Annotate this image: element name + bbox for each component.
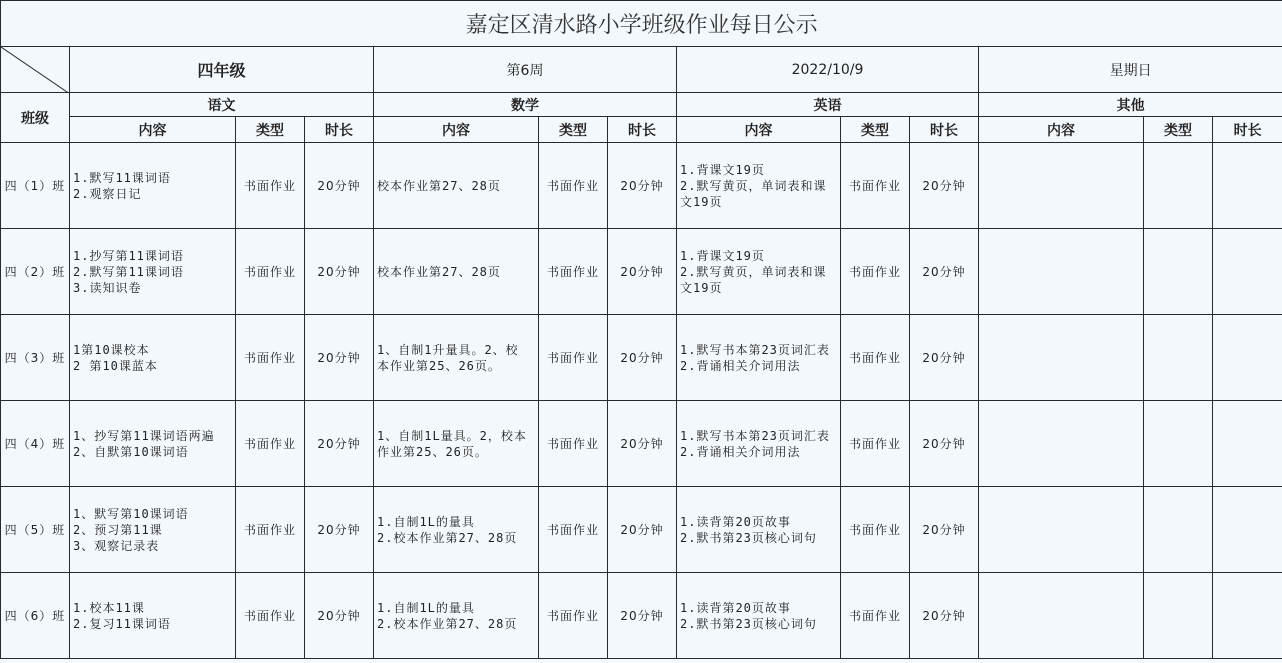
math-duration-cell: 20分钟 bbox=[608, 401, 677, 487]
table-row bbox=[1, 401, 1282, 487]
column-header-content: 内容 bbox=[979, 117, 1144, 143]
column-header-type: 类型 bbox=[1144, 117, 1213, 143]
english-duration-cell: 20分钟 bbox=[910, 229, 979, 315]
chinese-type-cell: 书面作业 bbox=[236, 143, 305, 229]
english-duration-cell: 20分钟 bbox=[910, 487, 979, 573]
chinese-duration-cell: 20分钟 bbox=[305, 487, 374, 573]
subject-chinese: 语文 bbox=[70, 93, 374, 117]
content-line: 2.校本作业第27、28页 bbox=[377, 530, 518, 545]
content-line: 本作业第25、26页。 bbox=[377, 358, 501, 373]
other-duration-cell bbox=[1213, 401, 1282, 487]
table-row bbox=[1, 573, 1282, 659]
chinese-content-cell bbox=[70, 315, 236, 401]
content-line: 2.默书第23页核心词句 bbox=[680, 616, 817, 631]
english-type-cell: 书面作业 bbox=[841, 401, 910, 487]
class-name-cell: 四（6）班 bbox=[1, 573, 70, 659]
class-name-cell: 四（2）班 bbox=[1, 229, 70, 315]
content-line: 1.自制1L的量具 bbox=[377, 514, 475, 529]
content-line: 2.默写第11课词语 bbox=[73, 264, 184, 279]
content-line: 1.自制1L的量具 bbox=[377, 600, 475, 615]
other-content-cell bbox=[979, 229, 1144, 315]
english-content-cell bbox=[677, 401, 841, 487]
math-duration-cell: 20分钟 bbox=[608, 573, 677, 659]
english-duration-cell: 20分钟 bbox=[910, 573, 979, 659]
english-type-cell: 书面作业 bbox=[841, 143, 910, 229]
table-row bbox=[1, 143, 1282, 229]
column-header-content: 内容 bbox=[70, 117, 236, 143]
chinese-type-cell: 书面作业 bbox=[236, 573, 305, 659]
chinese-content-cell bbox=[70, 487, 236, 573]
chinese-content-cell bbox=[70, 573, 236, 659]
table-row bbox=[1, 315, 1282, 401]
math-type-cell: 书面作业 bbox=[539, 401, 608, 487]
math-duration-cell: 20分钟 bbox=[608, 143, 677, 229]
math-type-cell: 书面作业 bbox=[539, 143, 608, 229]
content-line: 文19页 bbox=[680, 280, 723, 295]
chinese-duration-cell: 20分钟 bbox=[305, 143, 374, 229]
content-line: 1、默写第10课词语 bbox=[73, 506, 189, 521]
other-type-cell bbox=[1144, 315, 1213, 401]
math-content-cell bbox=[374, 573, 539, 659]
column-header-content: 内容 bbox=[374, 117, 539, 143]
content-line: 2.默书第23页核心词句 bbox=[680, 530, 817, 545]
content-line: 校本作业第27、28页 bbox=[377, 264, 501, 279]
class-name-cell: 四（4）班 bbox=[1, 401, 70, 487]
chinese-type-cell: 书面作业 bbox=[236, 401, 305, 487]
content-line: 校本作业第27、28页 bbox=[377, 178, 501, 193]
content-line: 1.抄写第11课词语 bbox=[73, 248, 184, 263]
content-line: 2 第10课蓝本 bbox=[73, 358, 158, 373]
column-header-duration: 时长 bbox=[608, 117, 677, 143]
chinese-duration-cell: 20分钟 bbox=[305, 573, 374, 659]
english-content-cell bbox=[677, 573, 841, 659]
content-line: 1.读背第20页故事 bbox=[680, 600, 791, 615]
english-content-cell bbox=[677, 143, 841, 229]
content-line: 1.默写11课词语 bbox=[73, 170, 171, 185]
other-duration-cell bbox=[1213, 487, 1282, 573]
content-line: 1.背课文19页 bbox=[680, 162, 765, 177]
english-type-cell: 书面作业 bbox=[841, 487, 910, 573]
week-label: 第6周 bbox=[374, 47, 677, 93]
math-type-cell: 书面作业 bbox=[539, 487, 608, 573]
content-line: 文19页 bbox=[680, 194, 723, 209]
english-content-cell bbox=[677, 315, 841, 401]
content-line: 2、自默第10课词语 bbox=[73, 444, 189, 459]
chinese-duration-cell: 20分钟 bbox=[305, 229, 374, 315]
column-header-duration: 时长 bbox=[1213, 117, 1282, 143]
subject-english: 英语 bbox=[677, 93, 979, 117]
column-header-content: 内容 bbox=[677, 117, 841, 143]
chinese-type-cell: 书面作业 bbox=[236, 487, 305, 573]
subject-other: 其他 bbox=[979, 93, 1282, 117]
content-line: 2.背诵相关介词用法 bbox=[680, 444, 801, 459]
column-header-type: 类型 bbox=[539, 117, 608, 143]
other-duration-cell bbox=[1213, 229, 1282, 315]
table-row bbox=[1, 229, 1282, 315]
grade-label: 四年级 bbox=[70, 47, 374, 93]
chinese-duration-cell: 20分钟 bbox=[305, 401, 374, 487]
weekday-label: 星期日 bbox=[979, 47, 1282, 93]
content-line: 1.背课文19页 bbox=[680, 248, 765, 263]
other-type-cell bbox=[1144, 573, 1213, 659]
diagonal-header-cell bbox=[1, 47, 70, 93]
english-duration-cell: 20分钟 bbox=[910, 143, 979, 229]
content-line: 2.背诵相关介词用法 bbox=[680, 358, 801, 373]
english-content-cell bbox=[677, 487, 841, 573]
chinese-type-cell: 书面作业 bbox=[236, 315, 305, 401]
math-duration-cell: 20分钟 bbox=[608, 315, 677, 401]
math-content-cell bbox=[374, 315, 539, 401]
content-line: 2.默写黄页，单词表和课 bbox=[680, 178, 827, 193]
content-line: 1、抄写第11课词语两遍 bbox=[73, 428, 215, 443]
content-line: 2.默写黄页，单词表和课 bbox=[680, 264, 827, 279]
other-content-cell bbox=[979, 487, 1144, 573]
other-duration-cell bbox=[1213, 143, 1282, 229]
chinese-content-cell bbox=[70, 401, 236, 487]
other-type-cell bbox=[1144, 401, 1213, 487]
class-name-cell: 四（5）班 bbox=[1, 487, 70, 573]
english-type-cell: 书面作业 bbox=[841, 573, 910, 659]
chinese-content-cell bbox=[70, 229, 236, 315]
content-line: 2.校本作业第27、28页 bbox=[377, 616, 518, 631]
other-duration-cell bbox=[1213, 315, 1282, 401]
content-line: 3、观察记录表 bbox=[73, 538, 160, 553]
chinese-content-cell bbox=[70, 143, 236, 229]
diagonal-line bbox=[1, 47, 70, 93]
english-duration-cell: 20分钟 bbox=[910, 315, 979, 401]
chinese-type-cell: 书面作业 bbox=[236, 229, 305, 315]
content-line: 1.读背第20页故事 bbox=[680, 514, 791, 529]
other-type-cell bbox=[1144, 229, 1213, 315]
page-title: 嘉定区清水路小学班级作业每日公示 bbox=[1, 1, 1282, 47]
column-header-type: 类型 bbox=[236, 117, 305, 143]
english-duration-cell: 20分钟 bbox=[910, 401, 979, 487]
content-line: 1.默写书本第23页词汇表 bbox=[680, 342, 830, 357]
math-content-cell bbox=[374, 401, 539, 487]
math-content-cell bbox=[374, 487, 539, 573]
other-content-cell bbox=[979, 143, 1144, 229]
table-row bbox=[1, 487, 1282, 573]
other-content-cell bbox=[979, 573, 1144, 659]
other-type-cell bbox=[1144, 487, 1213, 573]
math-content-cell bbox=[374, 143, 539, 229]
column-header-type: 类型 bbox=[841, 117, 910, 143]
english-content-cell bbox=[677, 229, 841, 315]
subject-math: 数学 bbox=[374, 93, 677, 117]
content-line: 1、自制1L量具。2，校本 bbox=[377, 428, 527, 443]
content-line: 2.复习11课词语 bbox=[73, 616, 171, 631]
other-content-cell bbox=[979, 401, 1144, 487]
other-type-cell bbox=[1144, 143, 1213, 229]
date-label: 2022/10/9 bbox=[677, 47, 979, 93]
math-content-cell bbox=[374, 229, 539, 315]
math-duration-cell: 20分钟 bbox=[608, 487, 677, 573]
math-type-cell: 书面作业 bbox=[539, 573, 608, 659]
class-name-cell: 四（3）班 bbox=[1, 315, 70, 401]
other-duration-cell bbox=[1213, 573, 1282, 659]
math-duration-cell: 20分钟 bbox=[608, 229, 677, 315]
english-type-cell: 书面作业 bbox=[841, 315, 910, 401]
content-line: 1、自制1升量具。2、校 bbox=[377, 342, 519, 357]
math-type-cell: 书面作业 bbox=[539, 229, 608, 315]
content-line: 2、预习第11课 bbox=[73, 522, 163, 537]
math-type-cell: 书面作业 bbox=[539, 315, 608, 401]
column-header-duration: 时长 bbox=[305, 117, 374, 143]
content-line: 1第10课校本 bbox=[73, 342, 150, 357]
content-line: 1.默写书本第23页词汇表 bbox=[680, 428, 830, 443]
english-type-cell: 书面作业 bbox=[841, 229, 910, 315]
content-line: 作业第25、26页。 bbox=[377, 444, 488, 459]
other-content-cell bbox=[979, 315, 1144, 401]
class-name-cell: 四（1）班 bbox=[1, 143, 70, 229]
column-header-duration: 时长 bbox=[910, 117, 979, 143]
chinese-duration-cell: 20分钟 bbox=[305, 315, 374, 401]
content-line: 1.校本11课 bbox=[73, 600, 145, 615]
content-line: 2.观察日记 bbox=[73, 186, 142, 201]
class-column-header: 班级 bbox=[1, 93, 70, 143]
content-line: 3.读知识卷 bbox=[73, 280, 142, 295]
